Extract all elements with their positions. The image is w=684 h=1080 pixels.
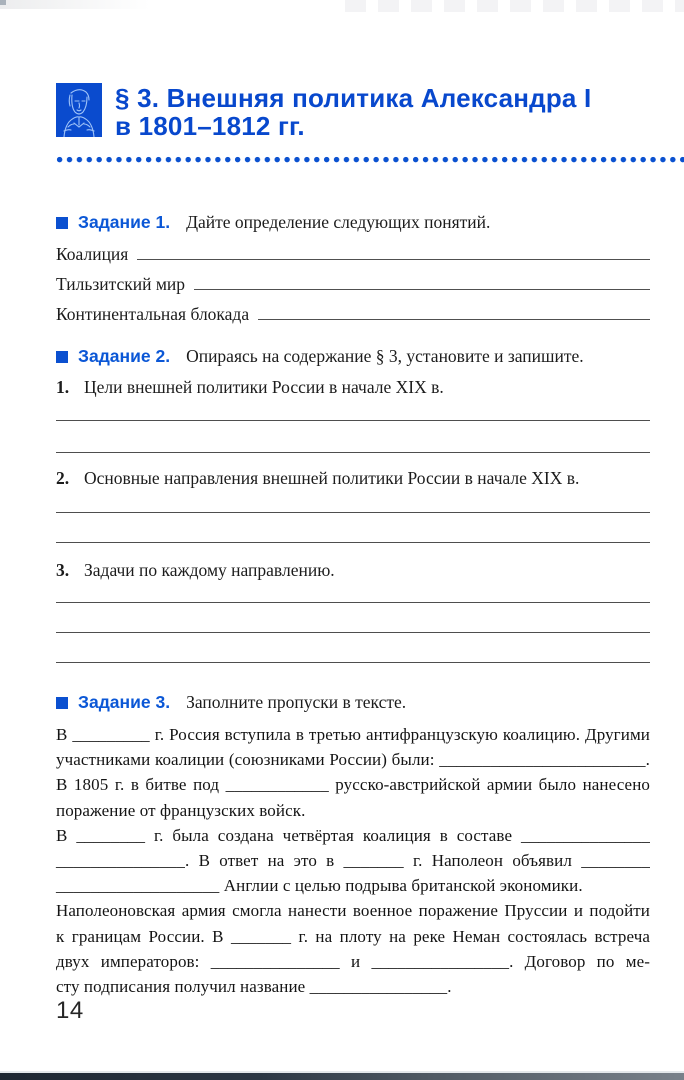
paragraph-line: ___________________ Англии с целью подрыва британской экономики. [56, 876, 583, 896]
paragraph-line: В ________ г. была создана четвёртая коалиция в составе _______________ [56, 825, 650, 845]
term-row [56, 270, 650, 294]
task3-instruction: Заполните пропуски в тексте. [186, 692, 407, 712]
answer-line [56, 632, 650, 633]
task1-header [56, 212, 490, 233]
portrait-alexander-icon [56, 83, 102, 137]
page-title-line2: в 1801–1812 гг. [115, 111, 305, 141]
page-title [115, 84, 655, 140]
item-number: 1. [56, 377, 70, 397]
task1-instruction: Дайте определение следующих понятий. [186, 212, 491, 232]
page-number: 14 [56, 997, 84, 1024]
item-text: Задачи по каждому направлению. [84, 560, 335, 580]
page-title-line1: § 3. Внешняя политика Александра I [115, 83, 592, 113]
task-bullet-icon [56, 351, 68, 363]
term-label: Коалиция [56, 244, 129, 264]
task-bullet-icon [56, 697, 68, 709]
scan-edge-marks [345, 0, 684, 12]
paragraph-line: Наполеоновская армия смогла нанести военное поражение Пруссии и подойти [56, 901, 650, 921]
scan-smudge [0, 0, 150, 9]
task1-label: Задание 1. [78, 212, 171, 232]
task2-item [56, 468, 650, 489]
task3-header [56, 692, 406, 713]
task3-label: Задание 3. [78, 692, 171, 712]
paragraph-line: двух императоров: _______________ и ________________. Договор по ме- [56, 951, 650, 971]
paragraph-line: В _________ г. Россия вступила в третью антифранцузскую коалицию. Другими [56, 725, 650, 744]
paragraph-line: поражение от французских войск. [56, 800, 306, 820]
answer-line [56, 602, 650, 603]
page-edge-shadow [0, 1073, 684, 1080]
answer-blank [194, 270, 650, 290]
task2-instruction: Опираясь на содержание § 3, установите и запишите. [186, 346, 584, 366]
term-row [56, 240, 650, 264]
item-text: Цели внешней политики России в начале XIX в. [84, 377, 444, 397]
answer-line [56, 662, 650, 663]
paragraph-line: участниками коалиции (союзниками России) были: ________________________. [56, 750, 650, 770]
dotted-divider [56, 156, 684, 164]
task2-header [56, 346, 584, 367]
paragraph-line: к границам России. В _______ г. на плоту на реке Неман состоялась встреча [56, 926, 650, 946]
task2-item [56, 377, 650, 398]
answer-line [56, 452, 650, 453]
paragraph-line: _______________. В ответ на это в _______ г. Наполеон объявил ________ [56, 851, 650, 871]
term-label: Тильзитский мир [56, 274, 186, 294]
answer-line [56, 542, 650, 543]
paragraph-line: сту подписания получил название ________________. [56, 977, 452, 997]
answer-line [56, 420, 650, 421]
paragraph-line: В 1805 г. в битве под ____________ русско-австрийской армии было нанесено [56, 775, 650, 795]
scan-speck [0, 0, 6, 5]
term-label: Континентальная блокада [56, 304, 250, 324]
answer-line [56, 512, 650, 513]
item-number: 3. [56, 560, 70, 580]
task-bullet-icon [56, 217, 68, 229]
task2-label: Задание 2. [78, 346, 171, 366]
fill-in-paragraph [56, 722, 650, 999]
answer-blank [258, 300, 650, 320]
item-text: Основные направления внешней политики России в начале XIX в. [84, 468, 580, 488]
term-row [56, 300, 650, 324]
answer-blank [137, 240, 650, 260]
task2-item [56, 560, 650, 581]
item-number: 2. [56, 468, 70, 488]
